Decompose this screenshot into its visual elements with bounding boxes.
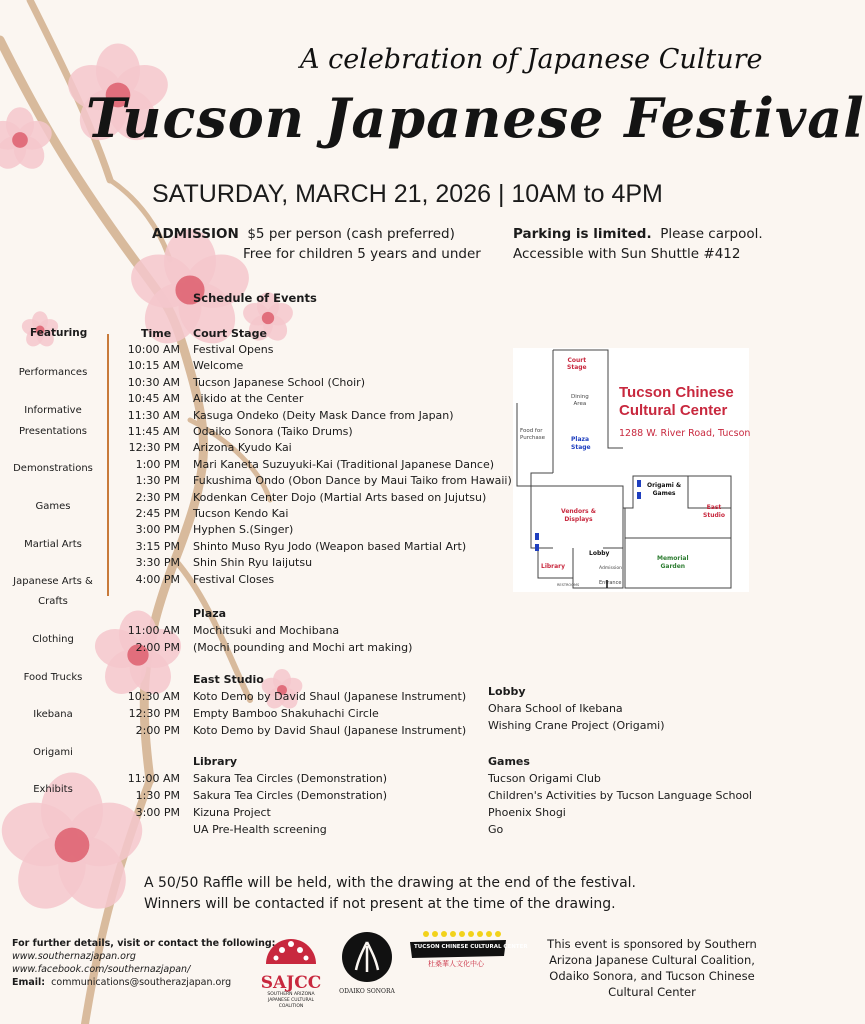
sajcc-fullname [258,992,324,1010]
odaiko-name: ODAIKO SONORA [339,988,395,995]
featuring-divider [107,334,109,596]
map-vendors [561,508,596,524]
event-name: Tucson Japanese School (Choir) [193,375,365,389]
featuring-item: Clothing [32,634,74,645]
event-name: Aikido at the Center [193,392,304,406]
admission-label: ADMISSION [152,226,239,242]
sajcc-logo [258,930,324,1016]
map-venue-title [619,384,734,420]
map-label: Court [567,357,587,364]
map-memorial-garden [657,555,689,571]
map-label: Area [573,401,587,407]
facebook-link[interactable]: www.facebook.com/southernazjapan/ [12,964,191,975]
event-name: Festival Opens [193,343,274,356]
event-name: (Mochi pounding and Mochi art making) [193,641,413,654]
event-time: 12:30 PM [128,707,180,720]
court-stage-heading: Court Stage [193,327,267,340]
event-time: 10:45 AM [127,392,180,406]
map-plaza-stage [571,436,591,452]
event-name: Koto Demo by David Shaul (Japanese Instrument) [193,724,467,737]
event-name: Mari Kaneta Suzuyuki-Kai (Traditional Japanese Dance) [193,457,495,471]
featuring-item: Origami [33,747,73,758]
map-label: Studio [703,512,725,519]
admission-info [152,224,481,264]
games-item: Children's Activities by Tucson Language School [488,789,752,802]
featuring-item: Crafts [38,596,68,607]
schedule-heading: Schedule of Events [193,291,317,305]
email-link[interactable]: communications@southerazjapan.org [51,977,232,988]
contact-heading: For further details, visit or contact the following: [12,938,276,949]
map-title-line: Tucson Chinese [619,384,734,401]
sajcc-abbr: SAJCC [260,973,322,993]
games-item: Go [488,823,504,836]
map-lobby: Lobby [589,550,610,557]
games-item: Tucson Origami Club [488,772,601,785]
map-label: Origami & [647,482,682,489]
tccc-logo [408,930,528,970]
event-time: 3:30 PM [135,556,180,570]
map-label: Games [652,490,676,497]
map-east-studio [703,504,725,520]
sajcc-name-line: COALITION [278,1004,304,1009]
map-title-line: Cultural Center [619,402,728,419]
sajcc-name-line: JAPANESE CULTURAL [267,998,315,1003]
map-label: Vendors & [561,508,596,515]
raffle-notice [144,873,636,915]
tccc-name: TUCSON CHINESE CULTURAL CENTER [414,944,528,950]
games-heading: Games [488,755,530,768]
event-name: Koto Demo by David Shaul (Japanese Instrument) [193,690,467,703]
map-label: Food for [520,428,543,434]
event-time: 11:00 AM [127,772,180,785]
sponsor-note: This event is sponsored by Southern Arizona Japanese Cultural Coalition, Odaiko Sonora, and Tucson Chinese Cultural Center [547,937,757,999]
map-label: Purchase [520,435,545,441]
event-name: Sakura Tea Circles (Demonstration) [193,772,388,785]
event-time: 10:00 AM [127,343,180,356]
featuring-item: Food Trucks [23,672,83,683]
event-time: 1:30 PM [135,789,180,802]
map-entrance: Entrance [599,580,622,586]
map-library: Library [541,563,566,570]
map-origami-games [647,482,681,498]
event-time: 12:30 PM [128,441,180,455]
event-time: 3:15 PM [135,539,180,553]
odaiko-emblem [336,930,398,984]
festival-subtitle: A celebration of Japanese Culture [300,44,763,75]
map-label: Garden [660,563,686,570]
event-name: UA Pre-Health screening [193,823,327,836]
parking-carpool: Please carpool. [660,226,763,242]
event-time: 2:45 PM [135,507,180,520]
event-name: Kasuga Ondeko (Deity Mask Dance from Japan) [193,408,454,422]
featuring-item: Presentations [18,426,87,437]
lobby-item: Wishing Crane Project (Origami) [488,719,665,732]
odaiko-sonora-logo [336,930,398,996]
lobby-item: Ohara School of Ikebana [488,702,623,715]
featuring-heading: Featuring [30,327,88,339]
event-name: Festival Closes [193,572,275,586]
featuring-item: Exhibits [33,784,73,795]
map-label: East [706,504,722,511]
games-item: Phoenix Shogi [488,806,566,819]
event-time: 2:00 PM [135,641,180,654]
featuring-item: Performances [18,367,88,378]
event-name: Fukushima Ondo (Obon Dance by Maui Taiko from Hawaii) [193,474,512,488]
admission-price: $5 per person (cash preferred) [247,226,455,242]
map-court-stage [567,357,587,371]
parking-info [513,224,763,264]
event-name: Hyphen S.(Singer) [193,523,294,537]
map-admission: Admission [599,566,623,571]
map-label: Dining [571,394,589,400]
event-time: 1:30 PM [135,474,180,488]
event-name: Shinto Muso Ryu Jodo (Weapon based Martial Art) [193,539,467,553]
event-name: Kodenkan Center Dojo (Martial Arts based on Jujutsu) [193,490,487,504]
date-time-line: SATURDAY, MARCH 21, 2026 | 10AM to 4PM [152,180,663,208]
event-time: 1:00 PM [135,457,180,471]
event-name: Tucson Kendo Kai [193,507,289,520]
event-time: 10:30 AM [127,375,180,389]
event-name: Kizuna Project [193,806,271,819]
event-name: Welcome [193,359,244,373]
map-restrooms: RESTROOMS [557,583,580,587]
email-label: Email: [12,977,46,988]
event-time: 11:45 AM [127,425,180,438]
raffle-line: A 50/50 Raffle will be held, with the drawing at the end of the festival. [144,875,637,891]
featuring-item: Demonstrations [13,463,93,474]
contact-info [12,937,275,989]
time-column-heading: Time [141,327,172,340]
sajcc-name-line: SOUTHERN ARIZONA [267,992,315,997]
raffle-line: Winners will be contacted if not present at the time of the drawing. [144,896,616,912]
event-time: 10:30 AM [127,690,180,703]
shuttle-info: Accessible with Sun Shuttle #412 [513,246,741,262]
map-label: Stage [571,444,591,451]
map-address: 1288 W. River Road, Tucson [619,428,751,439]
featuring-item: Informative [24,405,82,416]
event-time: 11:00 AM [127,624,180,637]
map-dining-area [571,394,589,408]
map-food-purchase [520,428,545,442]
event-name: Sakura Tea Circles (Demonstration) [193,789,388,802]
event-time: 10:15 AM [127,359,180,373]
event-time: 3:00 PM [135,523,180,537]
event-time: 2:30 PM [135,490,180,504]
event-name: Mochitsuki and Mochibana [193,624,340,637]
event-time: 4:00 PM [135,572,180,586]
event-time: 11:30 AM [127,408,180,422]
featuring-item: Martial Arts [24,539,82,550]
event-time: 2:00 PM [135,724,180,737]
library-heading: Library [193,755,238,768]
east-studio-heading: East Studio [193,673,264,686]
event-name: Arizona Kyudo Kai [193,441,292,455]
event-name: Empty Bamboo Shakuhachi Circle [193,707,379,720]
plaza-heading: Plaza [193,607,227,620]
map-label: Memorial [657,555,689,562]
event-name: Odaiko Sonora (Taiko Drums) [193,425,353,438]
admission-children: Free for children 5 years and under [243,246,481,262]
map-label: Plaza [571,436,590,443]
tccc-chinese-name: 杜桑華人文化中心 [428,960,484,968]
featuring-item: Ikebana [33,709,73,720]
festival-title: Tucson Japanese Festival [86,86,865,150]
parking-limited: Parking is limited. [513,226,652,242]
event-time: 3:00 PM [135,806,180,819]
featuring-item: Japanese Arts & [13,576,93,587]
website-link[interactable]: www.southernazjapan.org [12,951,136,962]
lobby-heading: Lobby [488,685,526,698]
blossom [0,107,55,174]
map-label: Stage [567,364,587,371]
featuring-item: Games [35,501,71,512]
sajcc-emblem [258,930,324,970]
venue-map [513,348,749,592]
map-label: Displays [564,516,593,523]
event-name: Shin Shin Ryu Iaijutsu [193,556,313,570]
